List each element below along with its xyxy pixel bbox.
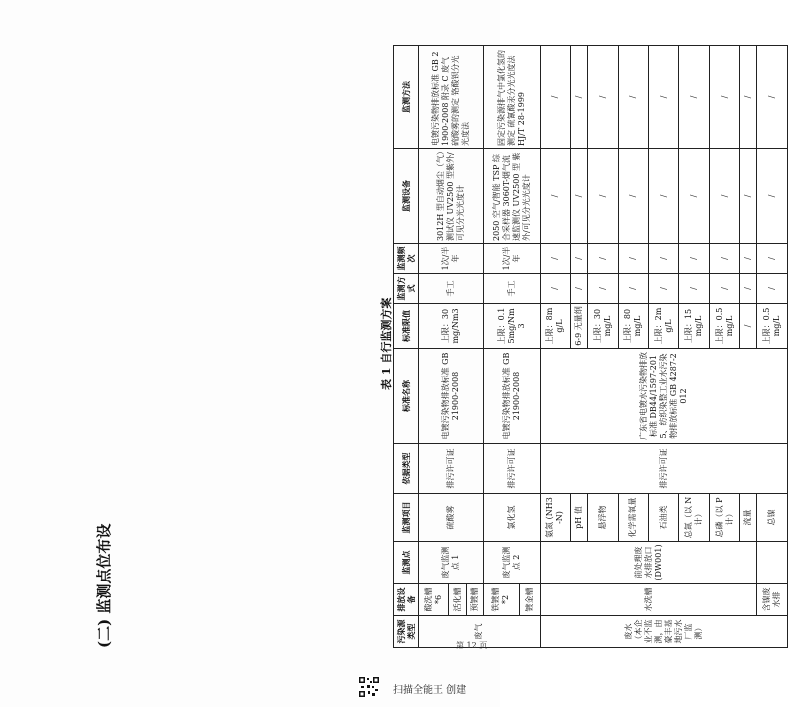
analysis-cell: 固定污染源排气中氯化氢的测定 硫氰酸汞分光光度法 HJ/T 28-1999	[483, 46, 540, 149]
limit-cell: /	[740, 304, 757, 349]
item-cell: 悬浮物	[588, 494, 618, 542]
process-cell: 水洗槽	[540, 584, 757, 616]
process-cell: 镀金槽	[520, 584, 541, 616]
frequency-cell: /	[757, 244, 788, 274]
analysis-cell: /	[679, 46, 709, 149]
limit-cell: 上限：80mg/L	[618, 304, 648, 349]
watermark-text: 扫描全能王 创建	[393, 685, 467, 696]
process-cell: 含镍废水排	[757, 584, 788, 616]
frequency-cell: /	[571, 244, 588, 274]
header-frequency: 监测频次	[394, 244, 419, 274]
frequency-cell: /	[649, 244, 679, 274]
limit-cell: 上限：2mg/L	[649, 304, 679, 349]
equipment-cell: /	[649, 149, 679, 244]
method-cell: /	[679, 274, 709, 304]
header-point: 监测点	[394, 542, 419, 584]
method-cell: /	[571, 274, 588, 304]
equipment-cell: /	[540, 149, 570, 244]
rotated-content	[93, 0, 782, 650]
analysis-cell: /	[618, 46, 648, 149]
method-cell: /	[540, 274, 570, 304]
item-cell: 氯化氢	[483, 494, 540, 542]
table-row	[540, 46, 570, 648]
analysis-cell: /	[709, 46, 739, 149]
pollutant-type-water: 废水（本企业不监测，由豪丰基地污水厂监测）	[540, 616, 787, 648]
equipment-cell: /	[740, 149, 757, 244]
item-cell: 总磷（以 P 计）	[709, 494, 739, 542]
limit-cell: 上限：0.15mg/Nm3	[483, 304, 540, 349]
process-cell: 活化槽	[449, 584, 466, 616]
standard-cell: 广东省电镀水污染物排放标准 DB44/1597-2015、纺织染整工业水污染物排放标准 GB 4287-2012	[540, 349, 787, 444]
item-cell: 硫酸雾	[419, 494, 484, 542]
equipment-cell: /	[618, 149, 648, 244]
analysis-cell: /	[757, 46, 788, 149]
item-cell: 总镍	[757, 494, 788, 542]
table-caption: 表 1 自行监测方案	[380, 297, 393, 390]
frequency-cell: /	[709, 244, 739, 274]
equipment-cell: /	[757, 149, 788, 244]
equipment-cell: 2050 空气/智能 TSP 综合采样器 3060T-烟气流速监测仪 UV2500 型 紫外/可见分光光度计	[483, 149, 540, 244]
point-cell: 废气监测点 1	[419, 542, 484, 584]
process-cell: 铁镀槽 *2	[483, 584, 519, 616]
standard-cell: 电镀污染物排放标准 GB 21900-2008	[483, 349, 540, 444]
header-basis: 依据类型	[394, 444, 419, 494]
method-cell: /	[649, 274, 679, 304]
table-row	[483, 46, 519, 648]
limit-cell: 上限：8mg/L	[540, 304, 570, 349]
qr-code-icon	[358, 676, 380, 698]
analysis-cell: /	[540, 46, 570, 149]
header-pollutant-type: 污染源类型	[394, 616, 419, 648]
item-cell: 化学需氧量	[618, 494, 648, 542]
monitoring-plan-table	[393, 45, 788, 648]
equipment-cell: /	[679, 149, 709, 244]
page-number: 第 12 页	[456, 641, 488, 650]
frequency-cell: 1次/半年	[483, 244, 540, 274]
basis-cell: 排污许可证	[419, 444, 484, 494]
header-limit: 标准限值	[394, 304, 419, 349]
frequency-cell: /	[618, 244, 648, 274]
point-cell: 前处理废水排放口 (DW001)	[540, 542, 757, 584]
item-cell: 氨氮 (NH3-N)	[540, 494, 570, 542]
method-cell: /	[618, 274, 648, 304]
analysis-cell: /	[649, 46, 679, 149]
section-title: (二) 监测点位布设	[95, 523, 113, 648]
method-cell: /	[588, 274, 618, 304]
point-cell	[757, 542, 788, 584]
analysis-cell: /	[740, 46, 757, 149]
limit-cell: 上限：30mg/Nm3	[419, 304, 484, 349]
equipment-cell: 3012H 型自动烟尘（气）测试仪 UV2500 型紫外/可见分光光度计	[419, 149, 484, 244]
equipment-cell: /	[571, 149, 588, 244]
table-row	[419, 46, 449, 648]
equipment-cell: /	[709, 149, 739, 244]
table-row	[757, 46, 788, 648]
process-cell: 预镀槽	[466, 584, 483, 616]
limit-cell: 上限：0.5mg/L	[757, 304, 788, 349]
item-cell: 总氮（以 N 计）	[679, 494, 709, 542]
header-equipment: 监测设备	[394, 149, 419, 244]
limit-cell: 上限：15mg/L	[679, 304, 709, 349]
method-cell: /	[709, 274, 739, 304]
point-cell: 废气监测点 2	[483, 542, 540, 584]
header-analysis: 监测方法	[394, 46, 419, 149]
method-cell: /	[740, 274, 757, 304]
frequency-cell: /	[588, 244, 618, 274]
analysis-cell: /	[571, 46, 588, 149]
pollutant-type-gas: 废气	[419, 616, 541, 648]
method-cell: 手工	[483, 274, 540, 304]
process-cell: 酸洗槽 *6	[419, 584, 449, 616]
analysis-cell: /	[588, 46, 618, 149]
limit-cell: 6-9 无量纲	[571, 304, 588, 349]
header-standard: 标准名称	[394, 349, 419, 444]
item-cell: pH 值	[571, 494, 588, 542]
standard-cell: 电镀污染物排放标准 GB 21900-2008	[419, 349, 484, 444]
limit-cell: 上限：30mg/L	[588, 304, 618, 349]
frequency-cell: /	[540, 244, 570, 274]
frequency-cell: /	[740, 244, 757, 274]
frequency-cell: 1次/半年	[419, 244, 484, 274]
frequency-cell: /	[679, 244, 709, 274]
limit-cell: 上限：0.5mg/L	[709, 304, 739, 349]
item-cell: 石油类	[649, 494, 679, 542]
header-process: 排放设备	[394, 584, 419, 616]
header-method: 监测方式	[394, 274, 419, 304]
basis-cell: 排污许可证	[540, 444, 787, 494]
method-cell: 手工	[419, 274, 484, 304]
equipment-cell: /	[588, 149, 618, 244]
analysis-cell: 电镀污染物排放标准 GB 21900-2008 附录 C 废气 硫酸雾的测定 铬酸钡分光光度法	[419, 46, 484, 149]
item-cell: 流量	[740, 494, 757, 542]
method-cell: /	[757, 274, 788, 304]
basis-cell: 排污许可证	[483, 444, 540, 494]
header-item: 监测项目	[394, 494, 419, 542]
header-row	[394, 46, 419, 648]
